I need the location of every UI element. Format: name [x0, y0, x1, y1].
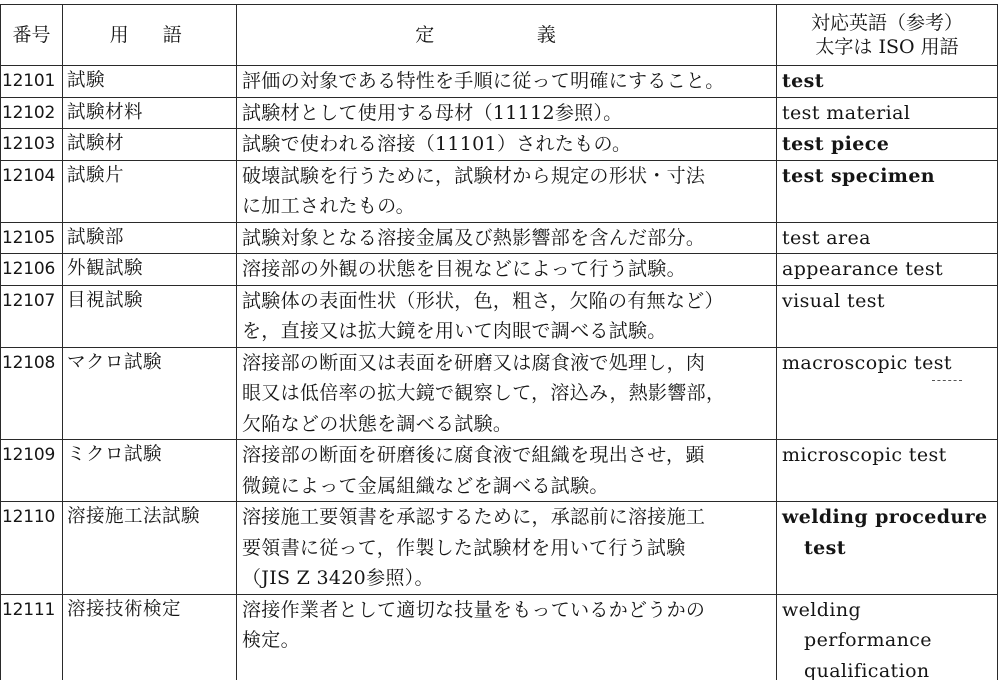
term-number: 12111 [1, 594, 63, 680]
table-row [1, 285, 998, 347]
definition-line: 溶接施工要領書を承認するために，承認前に溶接施工 [242, 506, 706, 528]
table-row [1, 502, 998, 595]
definition-line: 試験体の表面性状（形状，色，粗さ，欠陥の有無など） [242, 289, 724, 312]
header-english-line1: 対応英語（参考） [810, 12, 963, 34]
term-name: マクロ試験 [63, 347, 237, 440]
table-row [1, 440, 998, 502]
term-definition [237, 254, 777, 286]
definition-line: 溶接部の断面又は表面を研磨又は腐食液で処理し，肉 [242, 351, 706, 374]
english-line: appearance test [782, 258, 944, 280]
table-row [1, 347, 998, 440]
english-line: test [782, 70, 824, 92]
english-line: test material [782, 101, 911, 124]
english-equivalent [777, 254, 998, 286]
term-number: 12110 [1, 502, 63, 595]
definition-line: 微鏡によって金属組織などを調べる試験。 [242, 474, 609, 497]
definition-line: 試験で使われる溶接（11101）されたもの。 [242, 133, 632, 155]
definition-line: に加工されたもの。 [242, 195, 415, 217]
english-equivalent [777, 222, 998, 254]
definition-line: 試験材として使用する母材（11112参照）。 [242, 101, 623, 124]
english-line: test piece [782, 133, 890, 155]
term-name: 試験 [63, 66, 237, 98]
term-name: 試験片 [63, 160, 237, 222]
term-name: 試験部 [63, 222, 237, 254]
header-term: 用 語 [63, 5, 237, 66]
english-line: microscopic test [782, 444, 947, 466]
definition-line: 破壊試験を行うために，試験材から規定の形状・寸法 [242, 164, 706, 187]
table-row [1, 222, 998, 254]
term-definition [237, 97, 777, 129]
english-equivalent [777, 440, 998, 502]
table-row [1, 160, 998, 222]
stray-pen-mark [932, 380, 962, 383]
term-name: ミクロ試験 [63, 440, 237, 502]
term-definition [237, 129, 777, 161]
term-number: 12106 [1, 254, 63, 286]
term-definition [237, 66, 777, 98]
table-row [1, 129, 998, 161]
term-name: 試験材料 [63, 97, 237, 129]
term-number: 12101 [1, 66, 63, 98]
english-equivalent [777, 594, 998, 680]
table-row [1, 66, 998, 98]
term-number: 12104 [1, 160, 63, 222]
english-line: test [804, 536, 846, 559]
english-line: visual test [782, 289, 885, 312]
english-equivalent [777, 129, 998, 161]
definition-line: 試験対象となる溶接金属及び熱影響部を含んだ部分。 [242, 226, 706, 249]
table-row [1, 254, 998, 286]
english-line: performance [804, 629, 932, 651]
term-number: 12107 [1, 285, 63, 347]
definition-line: を，直接又は拡大鏡を用いて肉眼で調べる試験。 [242, 320, 667, 342]
term-name: 溶接施工法試験 [63, 502, 237, 595]
term-definition [237, 285, 777, 347]
english-equivalent [777, 160, 998, 222]
definition-line: 溶接作業者として適切な技量をもっているかどうかの [242, 598, 706, 621]
definition-line: 要領書に従って，作製した試験材を用いて行う試験 [242, 536, 686, 559]
english-equivalent [777, 347, 998, 440]
term-definition [237, 222, 777, 254]
term-name: 目視試験 [63, 285, 237, 347]
definition-line: 評価の対象である特性を手順に従って明確にすること。 [242, 70, 725, 92]
term-definition [237, 594, 777, 680]
definition-line: 溶接部の断面を研磨後に腐食液で組織を現出させ，顕 [242, 444, 705, 466]
english-equivalent [777, 285, 998, 347]
header-number: 番号 [1, 5, 63, 66]
term-definition [237, 502, 777, 595]
english-equivalent [777, 502, 998, 595]
english-line: qualification [804, 659, 930, 680]
term-name: 溶接技術検定 [63, 594, 237, 680]
term-name: 外観試験 [63, 254, 237, 286]
english-equivalent [777, 97, 998, 129]
term-number: 12102 [1, 97, 63, 129]
term-definition [237, 347, 777, 440]
definition-line: 溶接部の外観の状態を目視などによって行う試験。 [242, 258, 686, 280]
english-line: welding procedure [782, 506, 988, 528]
term-name: 試験材 [63, 129, 237, 161]
term-number: 12103 [1, 129, 63, 161]
term-definition [237, 440, 777, 502]
header-english-line2: 太字は ISO 用語 [815, 36, 959, 58]
english-equivalent [777, 66, 998, 98]
english-line: macroscopic test [782, 351, 952, 374]
term-number: 12105 [1, 222, 63, 254]
table-row [1, 97, 998, 129]
english-line: test specimen [782, 164, 936, 187]
definition-line: 眼又は低倍率の拡大鏡で観察して，溶込み，熱影響部， [242, 382, 726, 404]
term-number: 12109 [1, 440, 63, 502]
terminology-table [0, 4, 998, 680]
definition-line: （JIS Z 3420参照）。 [242, 567, 434, 589]
term-definition [237, 160, 777, 222]
header-definition: 定 義 [237, 5, 777, 66]
english-line: test area [782, 226, 871, 249]
term-number: 12108 [1, 347, 63, 440]
definition-line: 欠陥などの状態を調べる試験。 [242, 412, 513, 435]
table-row [1, 594, 998, 680]
table-header-row [1, 5, 998, 66]
english-line: welding [782, 598, 862, 621]
header-english [777, 5, 998, 66]
definition-line: 検定。 [242, 629, 300, 651]
table-body [1, 66, 998, 680]
